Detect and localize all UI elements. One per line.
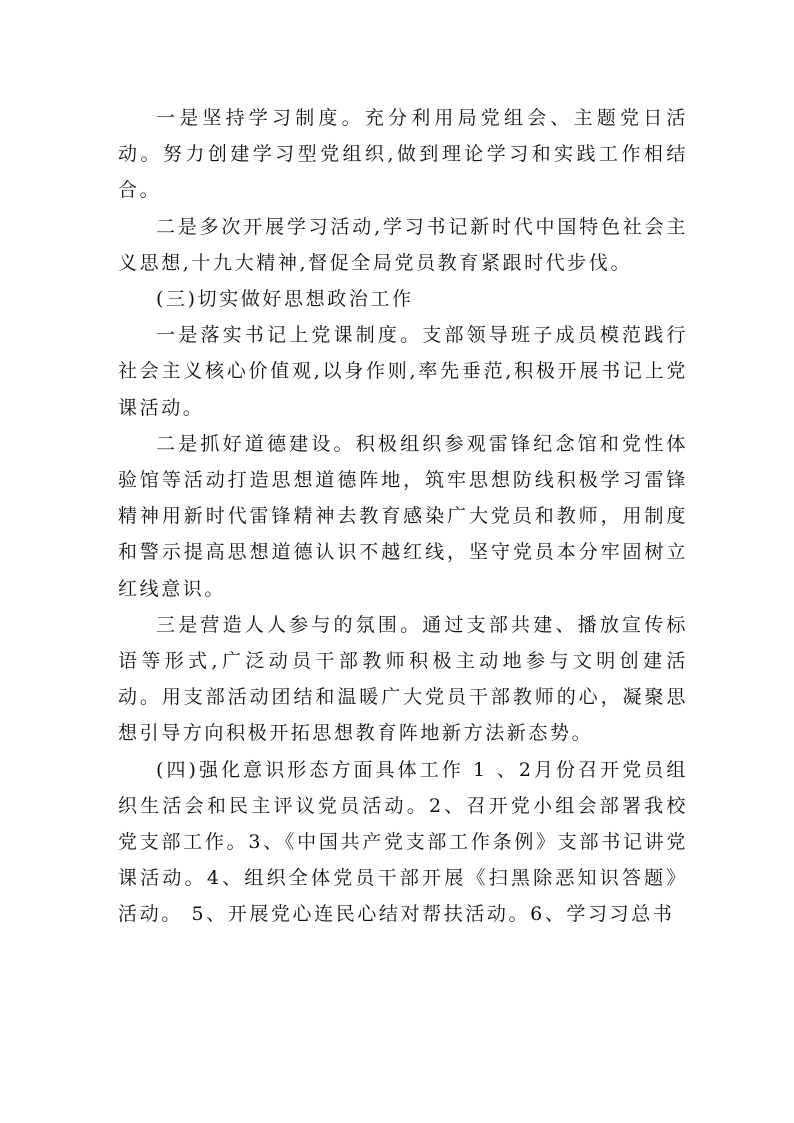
document-body [118, 100, 688, 933]
section-heading-ideological-work: (三)切实做好思想政治工作 [156, 288, 414, 311]
paragraph-party-lesson: 一是落实书记上党课制度。支部领导班子成员模范践行社会主义核心价值观,以身作则,率先垂范,积极开展书记上党课活动。 [118, 324, 688, 419]
section-ideology-tasks: (四)强化意识形态方面具体工作 1 、2月份召开党员组织生活会和民主评议党员活动。2、召开党小组会部署我校党支部工作。3、《中国共产党支部工作条例》支部书记讲党课活动。4、组织全体党员干部开展《扫黑除恶知识答题》活动。 5、开展党心连民心结对帮扶活动。6、学习习总书 [118, 758, 688, 926]
paragraph-moral-building: 二是抓好道德建设。积极组织参观雷锋纪念馆和党性体验馆等活动打造思想道德阵地，筑牢思想防线积极学习雷锋精神用新时代雷锋精神去教育感染广大党员和教师，用制度和警示提高思想道德认识不越红线，坚守党员本分牢固树立红线意识。 [118, 432, 688, 600]
paragraph-participation: 三是营造人人参与的氛围。通过支部共建、播放宣传标语等形式,广泛动员干部教师积极主动地参与文明创建活动。用支部活动团结和温暖广大党员干部教师的心，凝聚思想引导方向积极开拓思想教育阵地新方法新态势。 [118, 613, 688, 745]
paragraph-study-system: 一是坚持学习制度。充分利用局党组会、主题党日活动。努力创建学习型党组织,做到理论学习和实践工作相结合。 [118, 107, 688, 202]
paragraph-study-activities: 二是多次开展学习活动,学习书记新时代中国特色社会主义思想,十九大精神,督促全局党员教育紧跟时代步伐。 [118, 215, 688, 274]
